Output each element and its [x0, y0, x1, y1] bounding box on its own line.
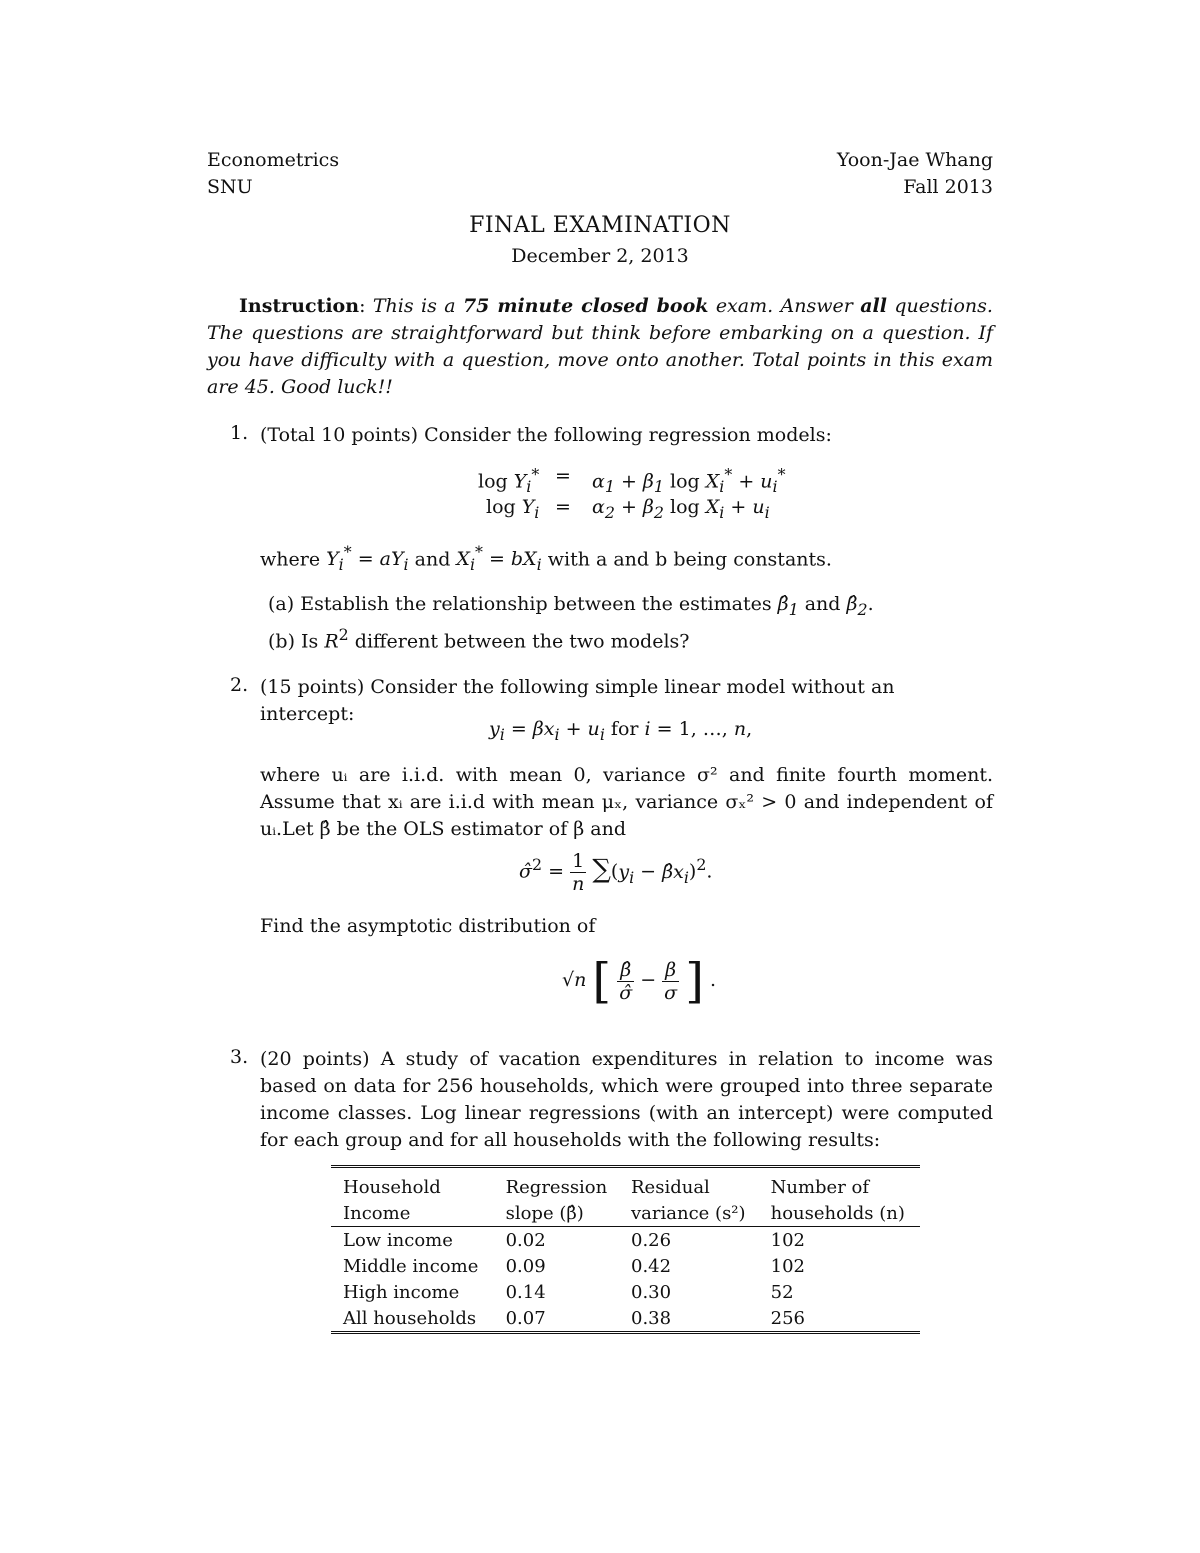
q2-find: Find the asymptotic distribution of — [260, 915, 596, 937]
q1-part-b-text: different between the two models? — [354, 630, 690, 653]
table-cell: 0.30 — [631, 1281, 672, 1303]
table-cell: 0.07 — [505, 1307, 546, 1329]
q1-part-a-text: Establish the relationship between the estimates — [300, 593, 772, 615]
col-header: households (n) — [770, 1202, 905, 1224]
table-cell: 256 — [770, 1307, 805, 1329]
instruction-bold-a: 75 minute closed book — [462, 295, 709, 317]
col-header: Number of — [770, 1176, 870, 1198]
table-cell: 0.09 — [505, 1255, 546, 1277]
col-header: Regression — [505, 1176, 608, 1198]
table-cell: High income — [343, 1281, 460, 1303]
instruction-bold-b: all — [860, 295, 887, 317]
instruction-text-c: questions. The questions are straightforward but think before embarking on a question. If you have difficulty with a question, move onto another. Total points in this exam are 45. Good luck!! — [207, 295, 993, 398]
q1-eq1: $\log Y_i^*$ — [478, 465, 540, 497]
table-header-row-bottom — [331, 1200, 920, 1227]
q2-model-eq: $y_i = \beta x_i + u_i$ for i = 1, …, n, — [489, 718, 753, 744]
school-name: SNU — [207, 176, 253, 198]
col-header: Income — [343, 1202, 411, 1224]
table-row — [331, 1279, 920, 1305]
table-cell: 52 — [770, 1281, 794, 1303]
instructor-name: Yoon-Jae Whang — [836, 149, 993, 171]
exam-title: FINAL EXAMINATION — [469, 213, 731, 238]
q2-target-eq: √n [ $\frac{\betâ}{\sigmâ}$ − $\frac{\beta}{\sigma}$ ] . — [562, 953, 717, 1009]
q1-eq2-rhs: $\alpha_2 + \beta_2$ $\log X_i + u_i$ — [592, 496, 770, 522]
table-cell: All households — [343, 1307, 477, 1329]
table-row — [331, 1305, 920, 1333]
table-cell: 0.02 — [505, 1229, 546, 1251]
course-name: Econometrics — [207, 149, 340, 171]
instruction-paragraph: Instruction: This is a 75 minute closed book exam. Answer all questions. The questions are straightforward but think before embarking on a question. If you have difficulty with a question, move onto another. Total points in this exam are 45. Good luck!! — [207, 295, 993, 398]
header-right — [837, 147, 993, 201]
q1-where-text: with a and b being constants. — [547, 548, 832, 571]
q1-number: 1. — [230, 422, 249, 444]
col-header: variance (s²) — [631, 1202, 746, 1224]
table-cell: Middle income — [343, 1255, 479, 1277]
table-row — [331, 1227, 920, 1254]
table-cell: 102 — [770, 1255, 805, 1277]
table-cell: 0.38 — [631, 1307, 672, 1329]
q1-where: where $Y_i^* = aY_i$ and $X_i^* = bX_i$ with a and b being constants. — [260, 543, 832, 575]
header-left — [207, 147, 339, 201]
table-cell: Low income — [343, 1229, 453, 1251]
exam-date: December 2, 2013 — [511, 245, 689, 267]
table-cell: 0.42 — [631, 1255, 672, 1277]
q1-part-a: (a) Establish the relationship between the estimates $\betâ_1$ and $\betâ_2$. — [268, 593, 874, 619]
col-header: Household — [343, 1176, 441, 1198]
instruction-text-b: exam. Answer — [715, 295, 853, 317]
q3-text: (20 points) A study of vacation expenditures in relation to income was based on data for 256 households, which were grouped into three separate income classes. Log linear regressions (with an intercept) were computed for each group and for all households with the following results: — [260, 1048, 993, 1151]
q1-eq1-rhs: $\alpha_1 + \beta_1$ $\log X_i^* + u_i^*$ — [592, 465, 786, 497]
instruction-label: Instruction — [239, 295, 360, 317]
q3-number: 3. — [230, 1046, 249, 1068]
table-cell: 0.26 — [631, 1229, 672, 1251]
col-header: slope (β̂) — [505, 1202, 584, 1224]
table-cell: 102 — [770, 1229, 805, 1251]
q1-part-b: (b) Is $R^2$ different between the two models? — [268, 625, 690, 653]
q2-intro: (15 points) Consider the following simple linear model without an intercept: — [260, 676, 895, 725]
term: Fall 2013 — [903, 176, 993, 198]
instruction-text-a: This is a — [372, 295, 456, 317]
table-row — [331, 1253, 920, 1279]
table-cell: 0.14 — [505, 1281, 546, 1303]
results-table — [331, 1165, 920, 1334]
q2-number: 2. — [230, 674, 249, 696]
q1-intro: (Total 10 points) Consider the following regression models: — [260, 424, 832, 446]
q1-eq2: $\log Y_i$ — [486, 496, 540, 522]
q2-sigma-hat-eq: σ̂$^2$ = $\frac{1}{n}$ $\sum(y_i$ − $\betâx_i)^2$. — [519, 850, 713, 895]
table-header-row-top — [331, 1167, 920, 1201]
q2-paragraph: where uᵢ are i.i.d. with mean 0, variance σ² and finite fourth moment. Assume that xᵢ are i.i.d with mean μₓ, variance σₓ² > 0 and independent of uᵢ.Let β̂ be the OLS estimator of β and — [260, 764, 993, 840]
col-header: Residual — [631, 1176, 710, 1198]
